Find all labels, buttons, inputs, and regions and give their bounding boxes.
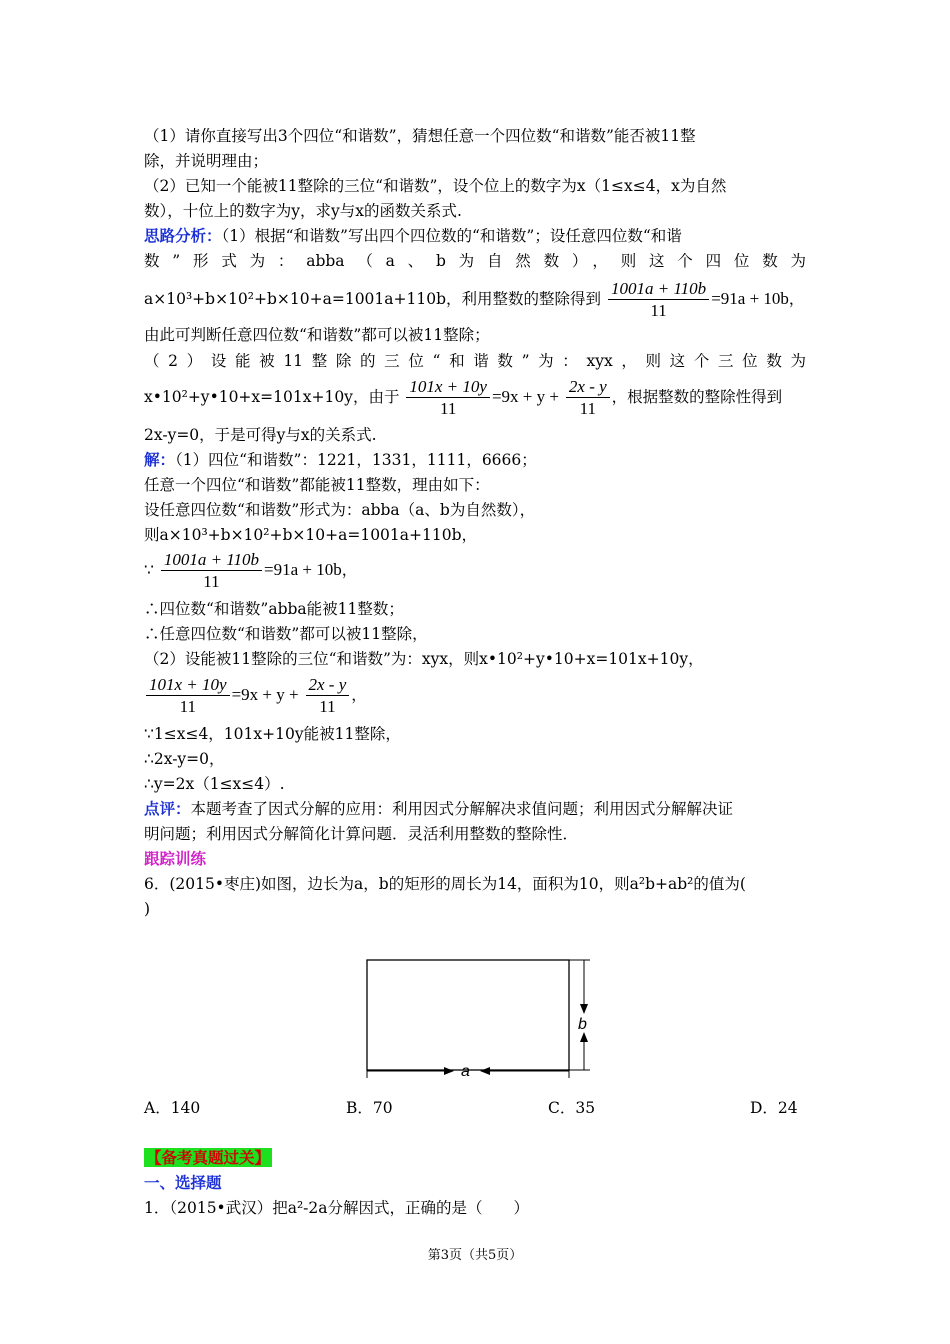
analysis-line-2: 数”形式为：abba（a、b为自然数），则这个四位数为 [144,252,806,270]
solution-label: 解： [144,450,176,469]
fraction-1001a-110b-2: $\frac{1001a + 110b}{11}$ [161,550,262,593]
comment-line-1: 点评：本题考查了因式分解的应用：利用因式分解解决求值问题；利用因式分解解决证 [144,799,734,818]
comment-label: 点评： [144,799,191,818]
solution-line-4: 则a×10³+b×10²+b×10+a=1001a+110b， [144,526,478,544]
fraction-101x-10y-2: $\frac{101x + 10y}{11}$ [146,675,230,718]
option-d[interactable]: D．24 [750,1099,798,1117]
option-c[interactable]: C．35 [548,1099,596,1117]
fraction-1001a-110b: $\frac{1001a + 110b}{11}$ [608,279,709,322]
solution-line-2: 任意一个四位“和谐数”都能被11整数，理由如下： [144,476,490,494]
rectangle-figure [350,938,600,1080]
page-footer: 第3页（共5页） [427,1248,523,1263]
b-arrow-up-icon [580,1032,588,1042]
exam-heading: 【备考真题过关】 [146,1148,271,1167]
solution-line-7: ∴任意四位数“和谐数”都可以被11整除， [144,625,428,643]
rectangle-shape [367,960,569,1070]
option-a[interactable]: A．140 [144,1099,201,1117]
solution-line-12: ∴y=2x（1≤x≤4）. [144,775,285,793]
practice-heading: 跟踪训练 [144,849,207,868]
b-arrow-down-icon [580,1004,588,1014]
analysis-line-6: x•10²+y•10+x=101x+10y，由于 $\frac{101x + 10y}{11}$ =9x + y + $\frac{2x - y}{11}$ ，根据整数的整除性得到 [144,376,783,418]
part1-line-1: （1）请你直接写出3个四位“和谐数”，猜想任意一个四位数“和谐数”能否被11整 [144,127,696,145]
solution-line-5: ∵ $\frac{1001a + 110b}{11}$ =91a + 10b， [144,549,358,591]
a-arrow-left-icon [480,1067,490,1075]
solution-line-6: ∴四位数“和谐数”abba能被11整数； [144,600,404,618]
analysis-line-1: 思路分析：（1）根据“和谐数”写出四个四位数的“和谐数”；设任意四位数“和谐 [144,226,682,245]
part1-line-2: 除，并说明理由； [144,152,269,170]
solution-line-3: 设任意四位数“和谐数”形式为：abba（a、b为自然数）， [144,501,536,519]
exam-heading-line [144,1146,806,1170]
solution-line-9: $\frac{101x + 10y}{11}$ =9x + y + $\frac{2x - y}{11}$ ， [144,671,806,719]
part2-line-1: （2）已知一个能被11整除的三位“和谐数”，设个位上的数字为x（1≤x≤4，x为自然 [144,177,727,195]
fraction-101x-10y: $\frac{101x + 10y}{11}$ [406,377,490,420]
analysis-line-3: a×10³+b×10²+b×10+a=1001a+110b，利用整数的整除得到 $\frac{1001a + 110b}{11}$ =91a + 10b， [144,278,805,320]
analysis-line-7: 2x-y=0，于是可得y与x的关系式. [144,426,377,444]
solution-line-10: ∵1≤x≤4，101x+10y能被11整除， [144,725,401,743]
q6-line-1: 6．(2015•枣庄)如图，边长为a，b的矩形的周长为14，面积为10，则a²b+ab²的值为( [144,875,746,893]
a-label: a [461,1063,470,1080]
b-label: b [578,1016,587,1033]
comment-line-2: 明问题；利用因式分解简化计算问题．灵活利用整数的整除性． [144,825,579,843]
analysis-label: 思路分析： [144,226,222,245]
analysis-line-4: 由此可判断任意四位数“和谐数”都可以被11整除； [144,326,490,344]
option-b[interactable]: B．70 [346,1099,393,1117]
part2-line-2: 数），十位上的数字为y，求y与x的函数关系式. [144,202,462,220]
q1-line: 1．（2015•武汉）把a²-2a分解因式，正确的是（ ） [144,1199,529,1217]
fraction-2x-y-2: $\frac{2x - y}{11}$ [306,675,350,718]
fraction-2x-y: $\frac{2x - y}{11}$ [566,377,610,420]
solution-line-8: （2）设能被11整除的三位“和谐数”为：xyx，则x•10²+y•10+x=101x+10y， [144,650,704,668]
section-one-heading: 一、选择题 [144,1173,222,1192]
analysis-line-5: （2）设能被11整除的三位“和谐数”为：xyx，则这个三位数为 [144,352,806,370]
a-arrow-right-icon [444,1067,454,1075]
solution-line-1: 解：（1）四位“和谐数”：1221，1331，1111，6666； [144,450,537,469]
solution-line-11: ∴2x-y=0， [144,750,225,768]
q6-line-2: ) [144,900,151,918]
